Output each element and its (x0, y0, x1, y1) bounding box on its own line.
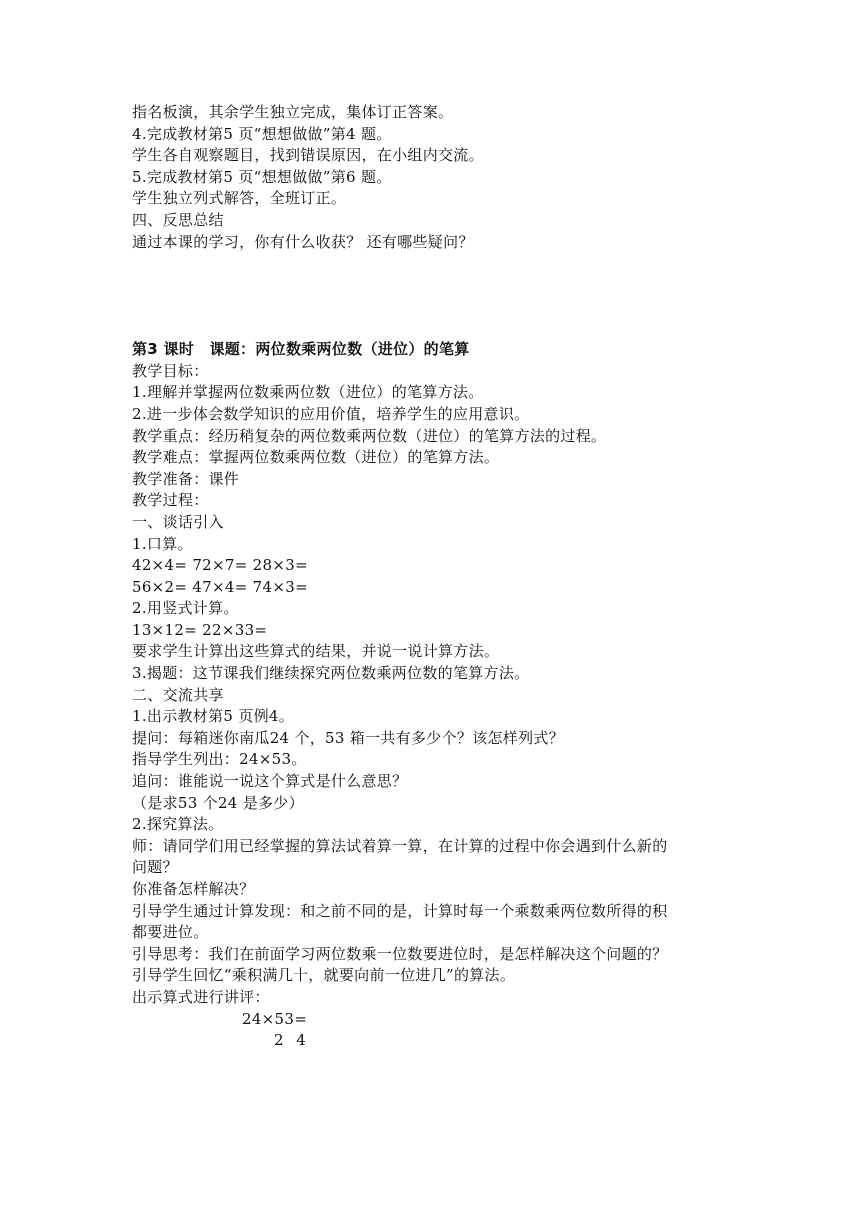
calc-expression: 24×53= (242, 1009, 308, 1028)
text-line: 1.口算。 (132, 534, 193, 553)
text-line: 要求学生计算出这些算式的结果，并说一说计算方法。 (132, 642, 500, 661)
text-line: 指名板演，其余学生独立完成，集体订正答案。 (132, 103, 454, 121)
spacer (132, 253, 742, 339)
math-line: 13×12= 22×33= (132, 620, 268, 639)
text-line: 学生各自观察题目，找到错误原因，在小组内交流。 (132, 146, 484, 165)
text-line: 引导学生通过计算发现：和之前不同的是，计算时每一个乘数乘两位数所得的积 (132, 901, 668, 920)
text-line: 1.理解并掌握两位数乘两位数（进位）的笔算方法。 (132, 383, 484, 402)
lesson-body (132, 361, 742, 1009)
text-line: 都要进位。 (132, 923, 209, 942)
section-heading: 二、交流共享 (132, 685, 224, 704)
text-line: 2.探究算法。 (132, 815, 224, 834)
text-line: 教学过程： (132, 491, 209, 510)
text-line: 追问：谁能说一说这个算式是什么意思？ (132, 772, 408, 791)
calc-row: 2 4 (274, 1031, 310, 1050)
section-heading: 四、反思总结 (132, 210, 224, 229)
text-line: 5.完成教材第5 页“想想做做”第6 题。 (132, 167, 392, 186)
text-line: 教学重点：经历稍复杂的两位数乘两位数（进位）的笔算方法的过程。 (132, 426, 607, 445)
text-line: 教学目标： (132, 361, 209, 380)
text-line: 师：请同学们用已经掌握的算法试着算一算，在计算的过程中你会遇到什么新的 (132, 836, 668, 855)
text-line: 教学难点：掌握两位数乘两位数（进位）的笔算方法。 (132, 448, 500, 467)
math-line: 56×2= 47×4= 74×3= (132, 577, 308, 596)
text-line: 2.用竖式计算。 (132, 599, 239, 618)
text-line: 通过本课的学习，你有什么收获？ 还有哪些疑问？ (132, 232, 474, 251)
top-section (132, 102, 742, 253)
text-line: 出示算式进行讲评： (132, 987, 270, 1006)
text-line: 指导学生列出：24×53。 (132, 750, 307, 769)
text-line: 4.完成教材第5 页“想想做做”第4 题。 (132, 124, 392, 143)
text-line: 3.揭题：这节课我们继续探究两位数乘两位数的笔算方法。 (132, 664, 530, 683)
text-line: 提问：每箱迷你南瓜24 个，53 箱一共有多少个？该怎样列式？ (132, 728, 565, 747)
text-line: （是求53 个24 是多少） (132, 793, 304, 812)
text-line: 问题？ (132, 858, 178, 877)
lesson-heading: 第3 课时 课题：两位数乘两位数（进位）的笔算 (132, 340, 470, 359)
text-line: 引导学生回忆“乘积满几十，就要向前一位进几”的算法。 (132, 966, 516, 985)
section-heading: 一、谈话引入 (132, 512, 224, 531)
text-line: 你准备怎样解决？ (132, 880, 255, 898)
math-line: 42×4= 72×7= 28×3= (132, 556, 308, 575)
text-line: 学生独立列式解答，全班订正。 (132, 189, 347, 208)
document-page (132, 102, 742, 1052)
text-line: 1.出示教材第5 页例4。 (132, 707, 295, 726)
text-line: 教学准备：课件 (132, 469, 240, 488)
text-line: 引导思考：我们在前面学习两位数乘一位数要进位时，是怎样解决这个问题的？ (132, 944, 668, 963)
vertical-calculation (132, 1009, 742, 1052)
text-line: 2.进一步体会数学知识的应用价值，培养学生的应用意识。 (132, 404, 530, 423)
